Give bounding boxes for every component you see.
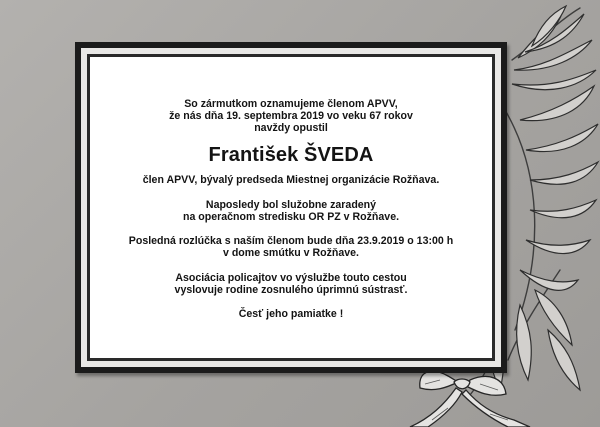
paragraph-line: Asociácia policajtov vo výslužbe touto cestou [175,271,407,284]
intro-line: že nás dňa 19. septembra 2019 vo veku 67 rokov [169,110,413,123]
intro-text [90,98,492,135]
condolence-paragraph [90,272,492,296]
paragraph-line: v dome smútku v Rožňave. [223,247,359,260]
service-paragraph [90,199,492,223]
paragraph-line: na operačnom stredisku OR PZ v Rožňave. [182,211,400,224]
farewell-paragraph [90,235,492,259]
paragraph-line: Naposledy bol služobne zaradený [205,198,377,211]
intro-line: So zármutkom oznamujeme členom APVV, [184,98,398,110]
obituary-notice [90,57,492,358]
intro-line: navždy opustil [254,122,328,135]
paragraph-line: vyslovuje rodine zosnulého úprimnú sústrasť. [174,283,408,296]
paragraph-line: Posledná rozlúčka s naším členom bude dňa 23.9.2019 o 13:00 h [128,235,454,248]
membership-paragraph [90,174,492,186]
memorial-paragraph [90,308,492,320]
paragraph-line: Česť jeho pamiatke ! [238,308,344,321]
deceased-name: František ŠVEDA [208,143,374,166]
paragraph-line: člen APVV, bývalý predseda Miestnej organizácie Rožňava. [142,173,440,186]
